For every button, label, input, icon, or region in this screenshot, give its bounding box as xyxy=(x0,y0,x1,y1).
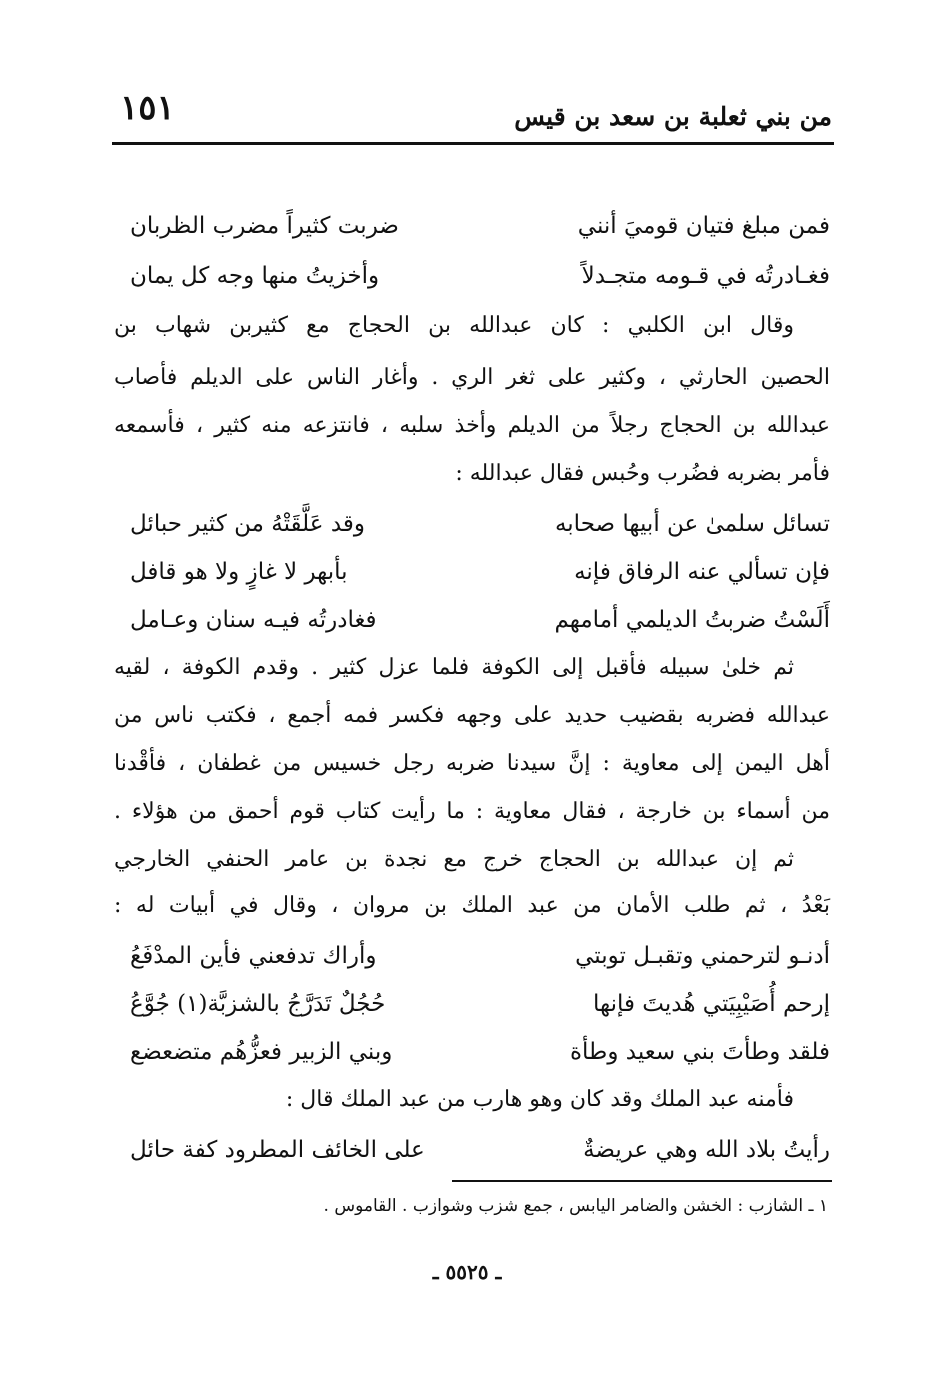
prose-line: الحصين الحارثي ، وكثير على ثغر الري . وأغار الناس على الديلم فأصاب xyxy=(114,365,830,390)
verse-second-hemistich: وأخزيتُ منها وجه كل يمان xyxy=(130,263,380,289)
verse-first-hemistich: تسائل سلمىٰ عن أبيها صحابه xyxy=(554,511,830,537)
verse-first-hemistich: فلقد وطأتَ بني سعيد وطأة xyxy=(570,1039,830,1065)
verse-line xyxy=(130,254,830,298)
verse-second-hemistich: وأراك تدفعني فأين المدْفَعُ xyxy=(130,943,377,969)
prose-line: وقال ابن الكلبي : كان عبدالله بن الحجاج مع كثيربن شهاب بن xyxy=(114,313,794,338)
verse-second-hemistich: حُجُلٌ تَدَرَّجُ بالشزبَّة(١) جُوَّعُ xyxy=(130,991,386,1017)
verse-line xyxy=(130,550,830,594)
verse-first-hemistich: فمن مبلغ فتيان قوميَ أنني xyxy=(577,213,830,239)
verse-line xyxy=(130,204,830,248)
verse-second-hemistich: فغادرتُه فيـه سنان وعـامل xyxy=(130,607,377,633)
prose-line: عبدالله فضربه بقضيب حديد على وجهه فكسر فمه أجمع ، فكتب ناس من xyxy=(114,703,830,728)
footnote: ١ ـ الشازب : الخشن والضامر اليابس ، جمع شزب وشوازب . القاموس . xyxy=(323,1196,828,1216)
prose-line: بَعْدُ ، ثم طلب الأمان من عبد الملك بن مروان ، وقال في أبيات له : xyxy=(114,893,830,918)
prose-line: فأمر بضربه فضُرب وحُبس فقال عبدالله : xyxy=(455,461,830,486)
verse-line xyxy=(130,982,830,1026)
prose-line: ثم خلىٰ سبيله فأقبل إلى الكوفة فلما عزل كثير . وقدم الكوفة ، لقيه xyxy=(114,655,794,680)
verse-first-hemistich: فإن تسألي عنه الرفاق فإنه xyxy=(574,559,830,585)
page-number: ١٥١ xyxy=(120,88,175,128)
verse-first-hemistich: فغـادرتُه في قـومه متجـدلاً xyxy=(581,263,830,289)
running-title: من بني ثعلبة بن سعد بن قيس xyxy=(514,102,832,131)
prose-line: من أسماء بن خارجة ، فقال معاوية : ما رأيت كتاب قوم أحمق من هؤلاء . xyxy=(114,799,830,824)
verse-first-hemistich: أدنـو لترحمني وتقبـل توبتي xyxy=(575,943,830,969)
footnote-rule xyxy=(452,1180,832,1182)
header-rule xyxy=(112,142,834,145)
verse-line xyxy=(130,1030,830,1074)
verse-second-hemistich: على الخائف المطرود كفة حائل xyxy=(130,1137,425,1163)
verse-first-hemistich: إرحم أُصَيْبِيَتي هُديتَ فإنها xyxy=(592,991,830,1017)
verse-second-hemistich: ضربت كثيراً مضرب الظربان xyxy=(130,213,399,239)
folio-number: ـ ٥٥٢٥ ـ xyxy=(432,1260,502,1284)
verse-first-hemistich: أَلَسْتُ ضربتُ الديلمي أمامهم xyxy=(554,607,830,633)
verse-second-hemistich: وقد عَلَّقَتْهُ من كثير حبائل xyxy=(130,511,365,537)
verse-line xyxy=(130,1128,830,1172)
prose-line: عبدالله بن الحجاج رجلاً من الديلم وأخذ سلبه ، فانتزعه منه كثير ، فأسمعه xyxy=(114,413,830,438)
verse-line xyxy=(130,502,830,546)
verse-first-hemistich: رأيتُ بلاد الله وهي عريضةٌ xyxy=(583,1137,830,1163)
prose-line: فأمنه عبد الملك وقد كان وهو هارب من عبد الملك قال : xyxy=(285,1087,794,1112)
verse-second-hemistich: وبني الزبير فعزُّهُم متضعضع xyxy=(130,1039,393,1065)
prose-line: أهل اليمن إلى معاوية : إنَّ سيدنا ضربه رجل خسيس من غطفان ، فأقْدنا xyxy=(114,751,830,776)
prose-line: ثم إن عبدالله بن الحجاج خرج مع نجدة بن عامر الحنفي الخارجي xyxy=(114,847,794,872)
verse-second-hemistich: بأبهر لا غازٍ ولا هو قافل xyxy=(130,559,348,585)
verse-line xyxy=(130,598,830,642)
verse-line xyxy=(130,934,830,978)
